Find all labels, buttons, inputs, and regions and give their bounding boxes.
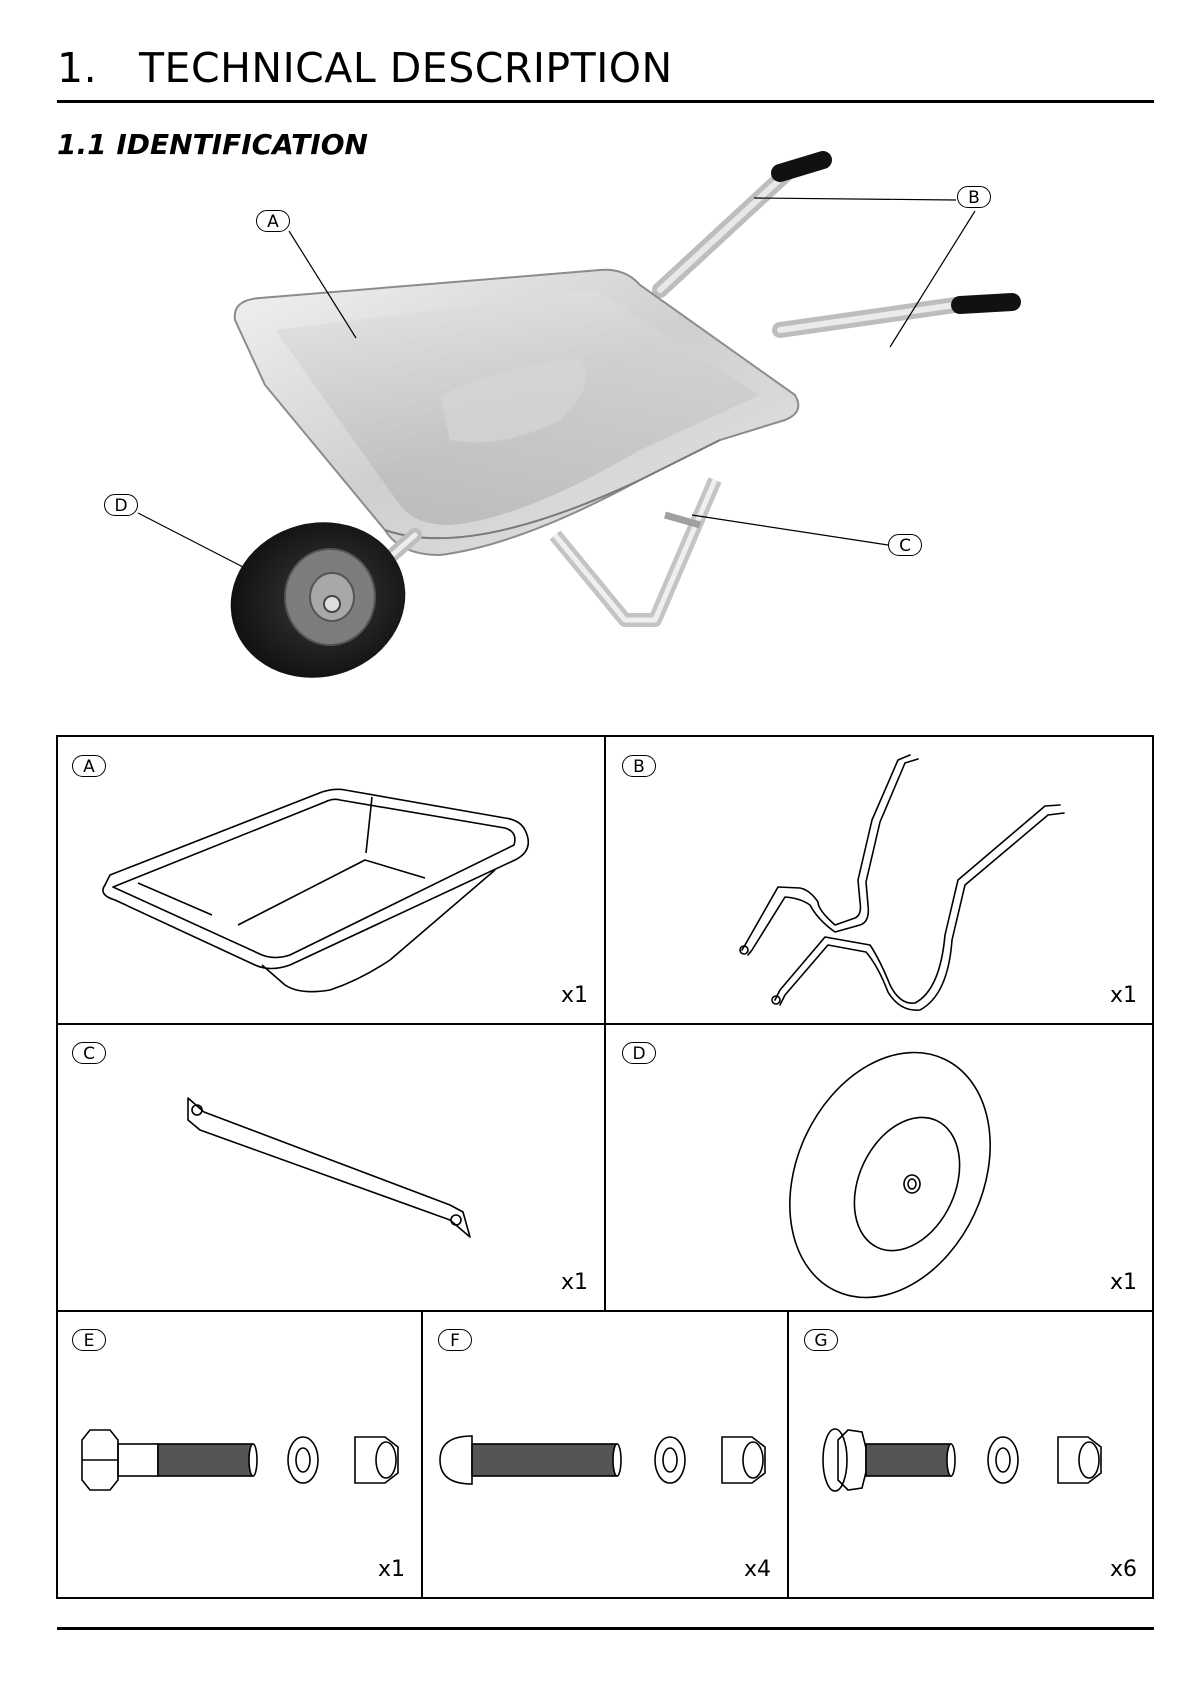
callout-d: D — [104, 494, 138, 516]
part-d-wheel-icon — [752, 1020, 1029, 1331]
part-c-strut-bar-icon — [188, 1098, 470, 1237]
part-label-c: C — [72, 1042, 106, 1064]
part-f-carriage-bolt-set-icon — [440, 1436, 765, 1484]
part-label-a: A — [72, 755, 106, 777]
part-label-g: G — [804, 1329, 838, 1351]
part-label-b: B — [622, 755, 656, 777]
footer-rule — [57, 1627, 1154, 1630]
part-quantity-d: x1 — [1110, 1270, 1138, 1295]
part-quantity-a: x1 — [561, 983, 589, 1008]
section-title: TECHNICAL DESCRIPTION — [139, 44, 673, 92]
part-a-tray-icon — [103, 789, 528, 991]
part-quantity-f: x4 — [744, 1557, 772, 1582]
part-quantity-g: x6 — [1110, 1557, 1138, 1582]
part-label-d: D — [622, 1042, 656, 1064]
part-b-handle-frame-icon — [740, 755, 1064, 1010]
part-quantity-b: x1 — [1110, 983, 1138, 1008]
subsection-title: 1.1 IDENTIFICATION — [57, 128, 368, 161]
callout-b: B — [957, 186, 991, 208]
section-number: 1. — [57, 44, 98, 92]
part-label-f: F — [438, 1329, 472, 1351]
part-e-hex-bolt-set-icon — [82, 1430, 398, 1490]
part-quantity-c: x1 — [561, 1270, 589, 1295]
part-label-e: E — [72, 1329, 106, 1351]
callout-a: A — [256, 210, 290, 232]
part-quantity-e: x1 — [378, 1557, 406, 1582]
callout-c: C — [888, 534, 922, 556]
part-g-flange-bolt-set-icon — [823, 1429, 1101, 1491]
